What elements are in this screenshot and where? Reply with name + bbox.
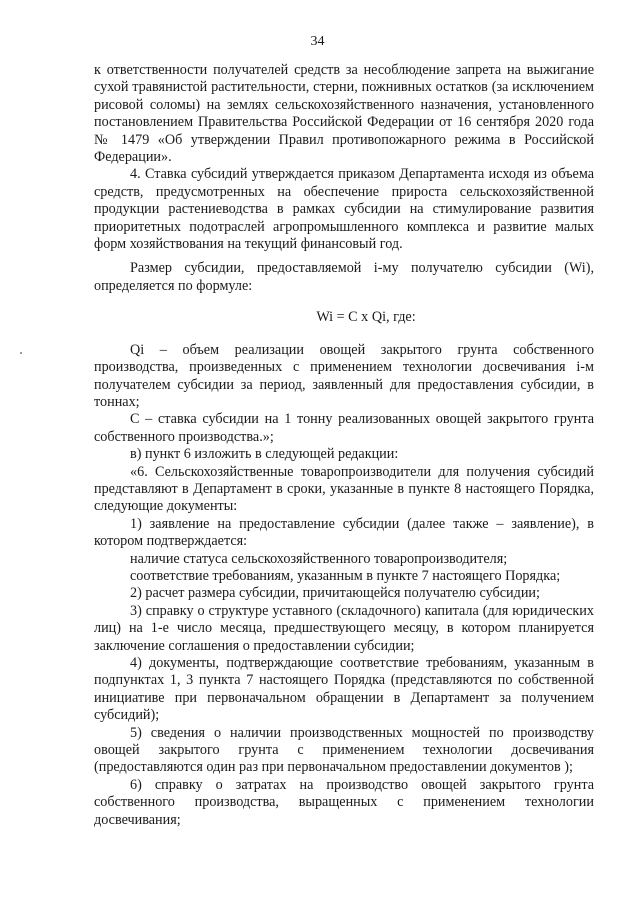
list-subitem-compliance: соответствие требованиям, указанным в пункте 7 настоящего Порядка;	[130, 567, 561, 584]
list-subitem-status: наличие статуса сельскохозяйственного товаропроизводителя;	[130, 550, 508, 567]
scan-speck	[20, 352, 22, 354]
paragraph-qi-definition: Qi – объем реализации овощей закрытого грунта собственного производства, произведенных с применением технологии досвечивания i-м получателем субсидии за период, заявленный для предоставления субсидии, в тоннах;	[94, 341, 594, 410]
paragraph-subsidy-rate: 4. Ставка субсидий утверждается приказом Департамента исходя из объема средств, предусмотренных на обеспечение прироста сельскохозяйственной продукции растениеводства в рамках субсидии на стимулирование развития приоритетных подотраслей агропромышленного комплекса и развитие малых форм хозяйствования на текущий финансовый год.	[94, 166, 594, 253]
page-number: 34	[310, 34, 325, 49]
list-item-1: 1) заявление на предоставление субсидии (далее также – заявление), в котором подтверждается:	[94, 515, 594, 550]
list-item-4: 4) документы, подтверждающие соответствие требованиям, указанным в подпунктах 1, 3 пункта 7 настоящего Порядка (представляются по собственной инициативе при первоначальном обращении в Департамент за получением субсидий);	[94, 655, 594, 724]
list-item-3: 3) справку о структуре уставного (складочного) капитала (для юридических лиц) на 1-е число месяца, предшествующего месяцу, в котором планируется заключение соглашения о предоставлении субсидии;	[94, 602, 594, 654]
list-item-2: 2) расчет размера субсидии, причитающейся получателю субсидии;	[130, 585, 540, 602]
paragraph-subsidy-size: Размер субсидии, предоставляемой i-му получателю субсидии (Wi), определяется по формуле:	[94, 260, 594, 294]
paragraph-c-definition: С – ставка субсидии на 1 тонну реализованных овощей закрытого грунта собственного производства.»;	[94, 411, 594, 445]
paragraph-amendment-b: в) пункт 6 изложить в следующей редакции:	[130, 446, 399, 463]
list-item-6: 6) справку о затратах на производство овощей закрытого грунта собственного производства, выращенных с применением технологии досвечивания;	[94, 776, 594, 828]
paragraph-responsibility: к ответственности получателей средств за несоблюдение запрета на выжигание сухой травянистой растительности, стерни, пожнивных остатков (за исключением рисовой соломы) на землях сельскохозяйственного назначения, установленного постановлением Правительства Российской Федерации от 16 сентября 2020 года № 1479 «Об утверждении Правил противопожарного режима в Российской Федерации».	[94, 62, 594, 166]
list-item-5: 5) сведения о наличии производственных мощностей по производству овощей закрытого грунта с применением технологии досвечивания (предоставляются один раз при первоначальном предоставлении документов );	[94, 724, 594, 776]
formula: Wi = C x Qi, где:	[316, 309, 416, 326]
document-body	[94, 62, 594, 829]
paragraph-item-6: «6. Сельскохозяйственные товаропроизводители для получения субсидий представляют в Департамент в сроки, указанные в пункте 8 настоящего Порядка, следующие документы:	[94, 463, 594, 515]
